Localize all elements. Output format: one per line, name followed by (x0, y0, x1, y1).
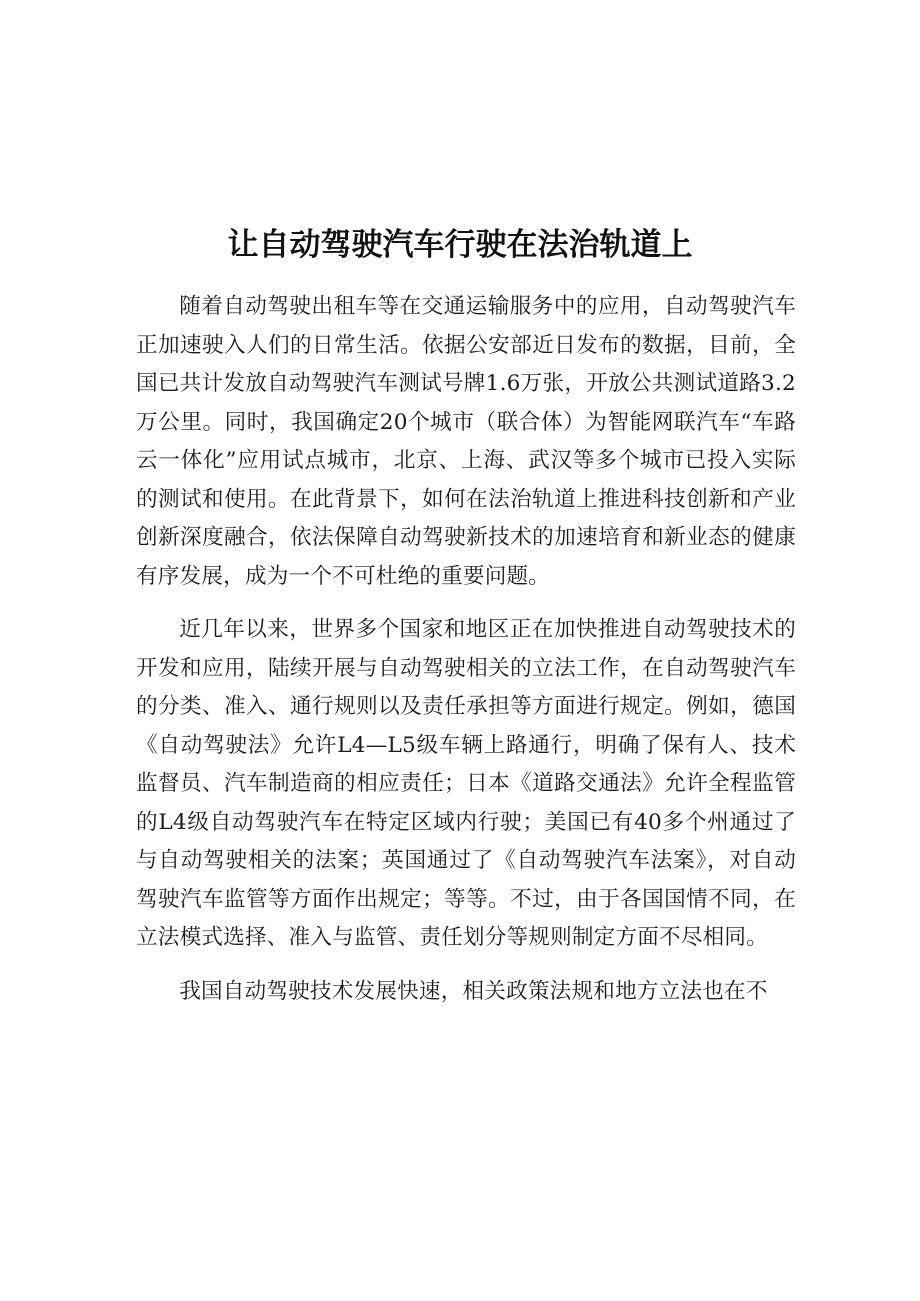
paragraph-2: 近几年以来，世界多个国家和地区正在加快推进自动驾驶技术的开发和应用，陆续开展与自动驾驶相关的立法工作，在自动驾驶汽车的分类、准入、通行规则以及责任承担等方面进行规定。例如，德国《自动驾驶法》允许L4—L5级车辆上路通行，明确了保有人、技术监督员、汽车制造商的相应责任；日本《道路交通法》允许全程监管的L4级自动驾驶汽车在特定区域内行驶；美国已有40多个州通过了与自动驾驶相关的法案；英国通过了《自动驾驶汽车法案》，对自动驾驶汽车监管等方面作出规定；等等。不过，由于各国国情不同，在立法模式选择、准入与监管、责任划分等规则制定方面不尽相同。 (136, 617, 796, 950)
document-body (136, 288, 796, 1026)
paragraph-3: 我国自动驾驶技术发展快速，相关政策法规和地方立法也在不 (179, 978, 768, 1004)
paragraph-1: 随着自动驾驶出租车等在交通运输服务中的应用，自动驾驶汽车正加速驶入人们的日常生活。依据公安部近日发布的数据，目前，全国已共计发放自动驾驶汽车测试号牌1.6万张，开放公共测试道路3.2万公里。同时，我国确定20个城市（联合体）为智能网联汽车“车路云一体化”应用试点城市，北京、上海、武汉等多个城市已投入实际的测试和使用。在此背景下，如何在法治轨道上推进科技创新和产业创新深度融合，依法保障自动驾驶新技术的加速培育和新业态的健康有序发展，成为一个不可杜绝的重要问题。 (136, 294, 796, 589)
document-title: 让自动驾驶汽车行驶在法治轨道上 (227, 227, 693, 263)
